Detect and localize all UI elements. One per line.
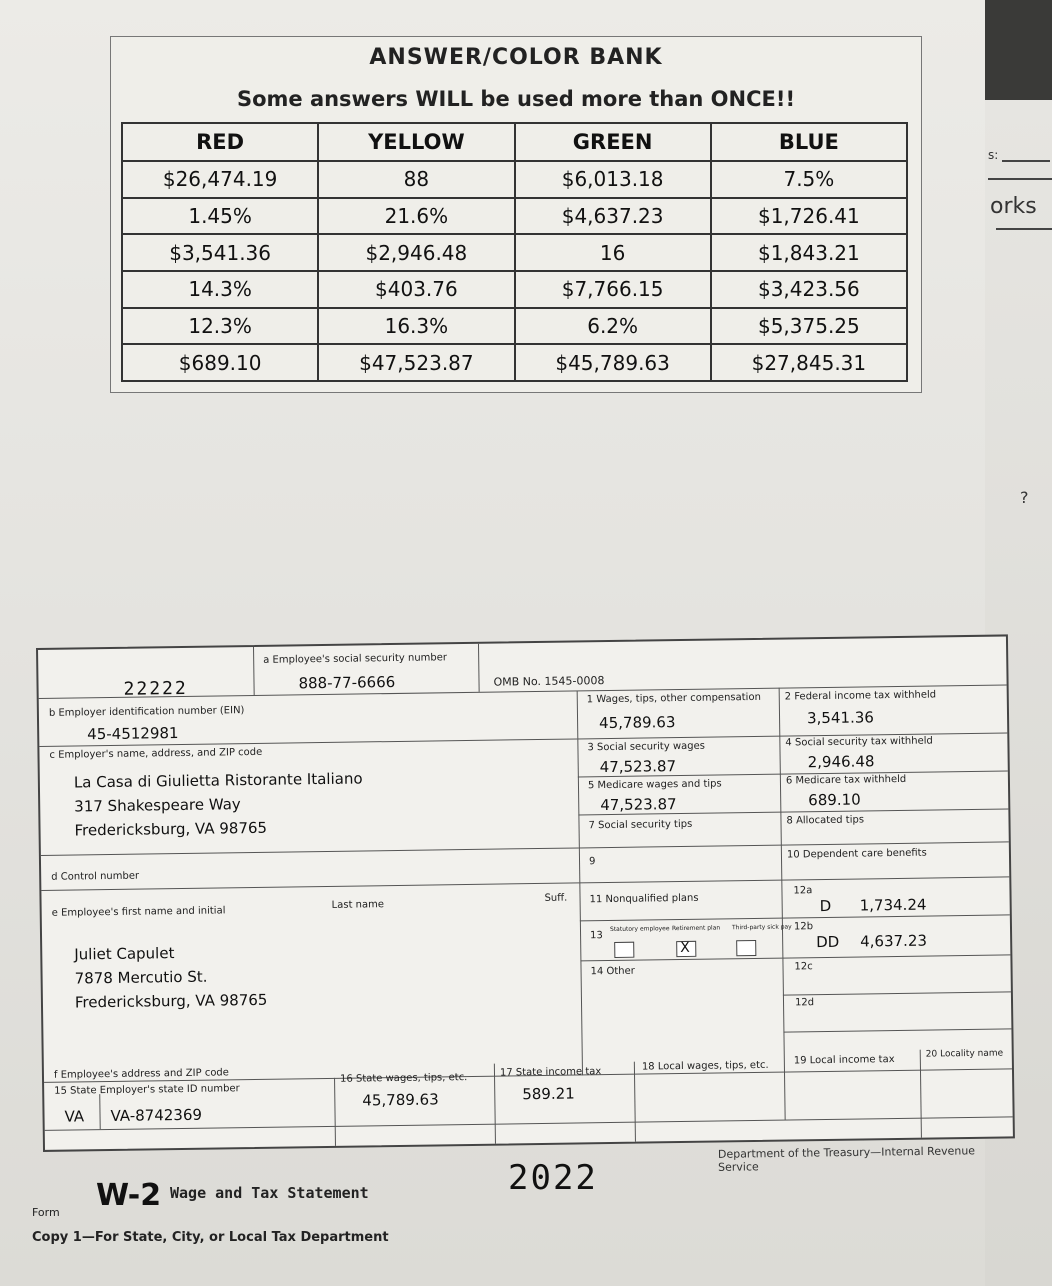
box-15-id: VA-8742369 <box>110 1105 203 1126</box>
box-3-value: 47,523.87 <box>599 757 677 777</box>
box-8-label: 8 Allocated tips <box>786 814 865 827</box>
box-e-suffix-label: Suff. <box>544 892 568 904</box>
box-17-value: 589.21 <box>522 1084 575 1104</box>
box-10-label: 10 Dependent care benefits <box>786 847 927 861</box>
employer-city: Fredericksburg, VA 98765 <box>74 818 268 840</box>
header-green: GREEN <box>515 123 711 161</box>
box-16-value: 45,789.63 <box>362 1090 439 1110</box>
header-yellow: YELLOW <box>318 123 514 161</box>
table-cell: $26,474.19 <box>122 161 318 198</box>
table-cell: $3,541.36 <box>122 234 318 271</box>
table-cell: 88 <box>318 161 514 198</box>
table-row <box>122 308 907 345</box>
box-11-label: 11 Nonqualified plans <box>589 892 699 906</box>
table-cell: 21.6% <box>318 198 514 235</box>
box-12c-label: 12c <box>794 961 813 973</box>
divider <box>334 1078 336 1146</box>
table-cell: $1,726.41 <box>711 198 907 235</box>
box-17-label: 17 State income tax <box>499 1066 602 1079</box>
box-18-label: 18 Local wages, tips, etc. <box>641 1059 769 1073</box>
box-12b-value: 4,637.23 <box>860 931 928 951</box>
table-cell: $7,766.15 <box>515 271 711 308</box>
omb-number: OMB No. 1545-0008 <box>493 674 605 689</box>
table-cell: 16 <box>515 234 711 271</box>
form-code: 22222 <box>123 677 188 700</box>
box-20-label: 20 Locality name <box>925 1048 1004 1060</box>
answer-bank <box>110 36 922 393</box>
divider <box>779 688 786 1120</box>
table-cell: $3,423.56 <box>711 271 907 308</box>
table-row <box>122 271 907 308</box>
box-12b-code: DD <box>816 932 840 952</box>
box-9-label: 9 <box>588 856 596 868</box>
table-cell: 6.2% <box>515 308 711 345</box>
table-cell: $45,789.63 <box>515 344 711 381</box>
divider <box>253 647 255 695</box>
table-cell: $1,843.21 <box>711 234 907 271</box>
retirement-check-mark: X <box>680 939 690 957</box>
box-16-label: 16 State wages, tips, etc. <box>339 1072 468 1085</box>
box-3-label: 3 Social security wages <box>587 740 706 754</box>
box-12d-label: 12d <box>794 997 815 1009</box>
divider <box>920 1050 922 1138</box>
box-13-retirement-label: Retirement plan <box>671 924 721 933</box>
table-row <box>122 198 907 235</box>
form-name: W-2 <box>96 1178 162 1213</box>
table-cell: 12.3% <box>122 308 318 345</box>
box-5-label: 5 Medicare wages and tips <box>587 778 722 792</box>
table-cell: 1.45% <box>122 198 318 235</box>
box-2-value: 3,541.36 <box>806 708 874 728</box>
box-13-label: 13 <box>589 930 603 942</box>
table-cell: $4,637.23 <box>515 198 711 235</box>
box-15-label: 15 State Employer's state ID number <box>54 1083 240 1097</box>
box-4-value: 2,946.48 <box>807 752 875 772</box>
answer-table <box>121 122 908 382</box>
table-cell: $2,946.48 <box>318 234 514 271</box>
box-2-label: 2 Federal income tax withheld <box>784 689 937 703</box>
divider <box>783 991 1011 995</box>
box-13-statutory-label: Statutory employee <box>609 925 670 934</box>
box-1-label: 1 Wages, tips, other compensation <box>586 691 761 706</box>
box-c-label: c Employer's name, address, and ZIP code <box>49 746 263 761</box>
table-cell: $5,375.25 <box>711 308 907 345</box>
table-row <box>122 234 907 271</box>
header-blue: BLUE <box>711 123 907 161</box>
box-b-label: b Employer identification number (EIN) <box>48 705 245 719</box>
box-12a-code: D <box>819 896 832 916</box>
box-19-label: 19 Local income tax <box>793 1054 895 1067</box>
box-14-label: 14 Other <box>590 965 635 978</box>
divider <box>41 882 579 891</box>
box-5-value: 47,523.87 <box>600 795 677 815</box>
table-cell: $689.10 <box>122 344 318 381</box>
employee-city: Fredericksburg, VA 98765 <box>74 990 268 1012</box>
side-fragment-2: orks <box>990 194 1037 219</box>
header-red: RED <box>122 123 318 161</box>
bank-subtitle: Some answers WILL be used more than ONCE!! <box>236 87 796 111</box>
statutory-checkbox[interactable] <box>614 942 634 958</box>
divider <box>783 1028 1011 1032</box>
box-6-label: 6 Medicare tax withheld <box>785 773 907 787</box>
divider <box>579 841 1009 848</box>
table-cell: $6,013.18 <box>515 161 711 198</box>
divider <box>580 958 782 962</box>
employee-name: Juliet Capulet <box>74 944 175 964</box>
box-12b-label: 12b <box>793 921 814 933</box>
box-7-label: 7 Social security tips <box>588 818 693 832</box>
divider <box>580 914 1010 921</box>
table-cell: $47,523.87 <box>318 344 514 381</box>
w2-form <box>36 634 1015 1152</box>
box-15-state: VA <box>64 1107 85 1126</box>
box-a-label: a Employee's social security number <box>263 652 448 666</box>
employee-street: 7878 Mercutio St. <box>74 967 208 988</box>
divider <box>41 847 579 856</box>
box-b-value: 45-4512981 <box>87 724 179 744</box>
table-cell: $27,845.31 <box>711 344 907 381</box>
box-e-lastname-label: Last name <box>331 899 385 911</box>
table-header-row <box>122 123 907 161</box>
box-f-label: f Employee's address and ZIP code <box>53 1067 229 1081</box>
box-12a-label: 12a <box>793 885 813 897</box>
sickpay-checkbox[interactable] <box>736 940 756 956</box>
table-cell: $403.76 <box>318 271 514 308</box>
divider <box>579 876 1009 883</box>
form-word: Form <box>32 1206 60 1219</box>
box-e-label: e Employee's first name and initial <box>51 905 226 919</box>
box-a-value: 888-77-6666 <box>298 672 396 693</box>
table-row <box>122 344 907 381</box>
form-title: Wage and Tax Statement <box>170 1184 369 1202</box>
table-cell: 7.5% <box>711 161 907 198</box>
side-underline <box>1002 160 1050 162</box>
box-d-label: d Control number <box>51 870 140 883</box>
table-row <box>122 161 907 198</box>
box-4-label: 4 Social security tax withheld <box>785 735 933 749</box>
employer-name: La Casa di Giulietta Ristorante Italiano <box>73 769 363 792</box>
bank-title: ANSWER/COLOR BANK <box>369 45 663 70</box>
divider <box>782 954 1010 958</box>
table-cell: 14.3% <box>122 271 318 308</box>
table-cell: 16.3% <box>318 308 514 345</box>
side-underline <box>988 178 1052 180</box>
box-1-value: 45,789.63 <box>598 713 676 733</box>
copy-designation: Copy 1—For State, City, or Local Tax Department <box>32 1230 389 1245</box>
box-6-value: 689.10 <box>808 790 861 810</box>
side-underline <box>996 228 1052 230</box>
tax-year: 2022 <box>508 1158 598 1198</box>
question-mark: ? <box>1020 488 1029 507</box>
irs-department: Department of the Treasury—Internal Revenue Service <box>717 1144 976 1174</box>
divider <box>99 1094 100 1129</box>
box-12a-value: 1,734.24 <box>859 895 927 915</box>
box-13-sickpay-label: Third-party sick pay <box>731 923 792 932</box>
employer-street: 317 Shakespeare Way <box>74 795 241 816</box>
side-fragment-1: s: <box>988 148 999 162</box>
divider <box>478 644 480 692</box>
